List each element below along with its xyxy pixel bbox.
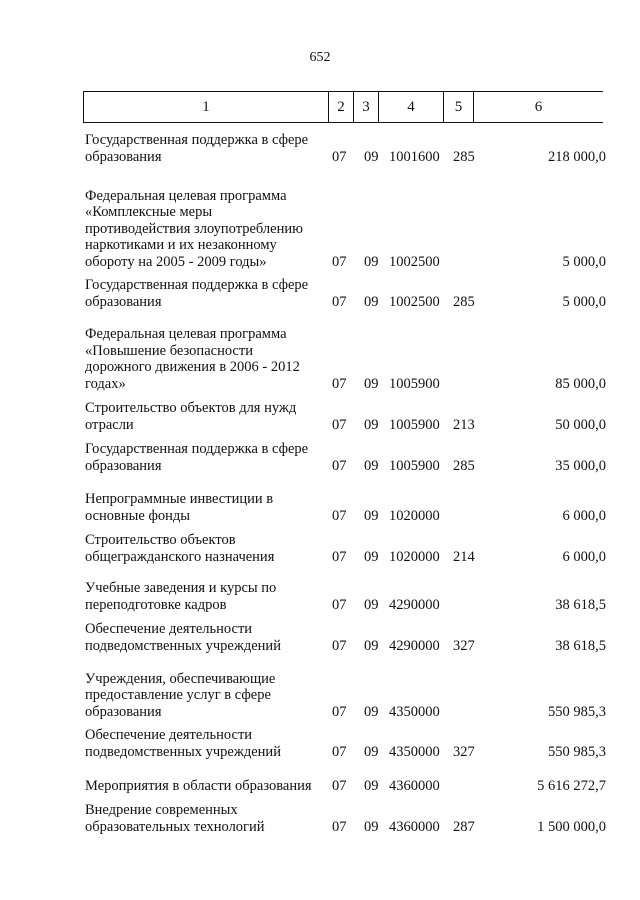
header-col-4: 4 [378, 92, 443, 122]
subsection-code: 09 [364, 375, 379, 392]
section-code: 07 [332, 596, 347, 613]
target-article-code: 1020000 [389, 507, 440, 524]
description-line: Обеспечение деятельности [85, 621, 253, 637]
target-article-code: 1002500 [389, 293, 440, 310]
expense-type-code: 285 [453, 148, 475, 165]
target-article-code: 4360000 [389, 777, 440, 794]
row-description [85, 132, 335, 165]
description-line: подведомственных учреждений [85, 743, 281, 760]
description-line: Обеспечение деятельности [85, 727, 253, 743]
table-header [83, 91, 603, 123]
amount: 1 500 000,0 [537, 818, 606, 835]
amount: 218 000,0 [548, 148, 606, 165]
table-row [0, 727, 640, 760]
section-code: 07 [332, 293, 347, 310]
subsection-code: 09 [364, 637, 379, 654]
subsection-code: 09 [364, 416, 379, 433]
target-article-code: 1005900 [389, 375, 440, 392]
table-row [0, 326, 640, 392]
description-line: Внедрение современных [85, 802, 238, 818]
target-article-code: 1005900 [389, 457, 440, 474]
description-line: образовательных технологий [85, 818, 265, 835]
row-description [85, 727, 335, 760]
description-line: противодействия злоупотреблению [85, 220, 303, 237]
page-number: 652 [309, 50, 331, 65]
row-description [85, 277, 335, 310]
section-code: 07 [332, 507, 347, 524]
expense-type-code: 327 [453, 743, 475, 760]
table-row [0, 670, 640, 720]
row-description [85, 491, 335, 524]
subsection-code: 09 [364, 293, 379, 310]
target-article-code: 4350000 [389, 703, 440, 720]
target-article-code: 4290000 [389, 596, 440, 613]
row-description [85, 671, 335, 721]
subsection-code: 09 [364, 743, 379, 760]
expense-type-code: 285 [453, 457, 475, 474]
description-line: предоставление услуг в сфере [85, 687, 271, 703]
target-article-code: 4290000 [389, 637, 440, 654]
subsection-code: 09 [364, 253, 379, 270]
description-line: Учреждения, обеспечивающие [85, 670, 276, 687]
header-col-5: 5 [443, 92, 473, 122]
description-line: годах» [85, 375, 126, 392]
description-line: «Повышение безопасности [85, 342, 253, 359]
table-row [0, 132, 640, 165]
row-description [85, 441, 335, 474]
table-row [0, 400, 640, 433]
description-line: Государственная поддержка в сфере [85, 441, 309, 457]
table-row [0, 532, 640, 565]
header-col-3: 3 [353, 92, 378, 122]
row-description [85, 188, 335, 271]
section-code: 07 [332, 416, 347, 433]
target-article-code: 4350000 [389, 743, 440, 760]
amount: 85 000,0 [555, 375, 606, 392]
row-description [85, 532, 335, 565]
section-code: 07 [332, 253, 347, 270]
description-line: дорожного движения в 2006 - 2012 [85, 359, 300, 375]
description-line: образования [85, 293, 162, 310]
section-code: 07 [332, 703, 347, 720]
amount: 35 000,0 [555, 457, 606, 474]
section-code: 07 [332, 148, 347, 165]
description-line: Строительство объектов для нужд [85, 400, 297, 416]
section-code: 07 [332, 375, 347, 392]
description-line: Федеральная целевая программа [85, 187, 287, 204]
section-code: 07 [332, 818, 347, 835]
section-code: 07 [332, 743, 347, 760]
subsection-code: 09 [364, 777, 379, 794]
subsection-code: 09 [364, 596, 379, 613]
header-col-6: 6 [473, 92, 603, 122]
description-line: Государственная поддержка в сфере [85, 277, 309, 293]
header-col-2: 2 [328, 92, 353, 122]
target-article-code: 4360000 [389, 818, 440, 835]
amount: 50 000,0 [555, 416, 606, 433]
section-code: 07 [332, 548, 347, 565]
amount: 5 000,0 [562, 253, 606, 270]
row-description [85, 580, 335, 613]
section-code: 07 [332, 777, 347, 794]
section-code: 07 [332, 457, 347, 474]
description-line: переподготовке кадров [85, 596, 227, 613]
table-row [0, 187, 640, 270]
description-line: Непрограммные инвестиции в [85, 491, 274, 507]
subsection-code: 09 [364, 818, 379, 835]
table-row [0, 491, 640, 524]
description-line: отрасли [85, 416, 134, 433]
table-row [0, 277, 640, 310]
amount: 5 000,0 [562, 293, 606, 310]
subsection-code: 09 [364, 148, 379, 165]
expense-type-code: 327 [453, 637, 475, 654]
description-line: Федеральная целевая программа [85, 326, 287, 342]
description-line: подведомственных учреждений [85, 637, 281, 654]
description-line: образования [85, 148, 162, 165]
description-line: Государственная поддержка в сфере [85, 132, 309, 148]
description-line: обороту на 2005 - 2009 годы» [85, 253, 267, 270]
amount: 38 618,5 [555, 637, 606, 654]
description-line: наркотиками и их незаконному [85, 237, 277, 253]
amount: 6 000,0 [562, 507, 606, 524]
expense-type-code: 287 [453, 818, 475, 835]
table-row [0, 441, 640, 474]
table-row [0, 621, 640, 654]
table-row [0, 774, 640, 794]
table-row [0, 802, 640, 835]
row-description [85, 802, 335, 835]
subsection-code: 09 [364, 457, 379, 474]
description-line: общегражданского назначения [85, 548, 275, 565]
target-article-code: 1001600 [389, 148, 440, 165]
description-line: образования [85, 457, 162, 474]
subsection-code: 09 [364, 548, 379, 565]
description-line: образования [85, 703, 162, 720]
description-line: Учебные заведения и курсы по [85, 580, 277, 596]
description-line: Строительство объектов [85, 532, 236, 548]
amount: 6 000,0 [562, 548, 606, 565]
amount: 38 618,5 [555, 596, 606, 613]
target-article-code: 1005900 [389, 416, 440, 433]
description-line: «Комплексные меры [85, 204, 213, 220]
subsection-code: 09 [364, 507, 379, 524]
row-description [85, 326, 335, 392]
target-article-code: 1002500 [389, 253, 440, 270]
row-description [85, 400, 335, 433]
expense-type-code: 213 [453, 416, 475, 433]
section-code: 07 [332, 637, 347, 654]
row-description [85, 778, 335, 795]
description-line: Мероприятия в области образования [85, 777, 312, 794]
expense-type-code: 214 [453, 548, 475, 565]
amount: 550 985,3 [548, 743, 606, 760]
expense-type-code: 285 [453, 293, 475, 310]
amount: 5 616 272,7 [537, 777, 606, 794]
amount: 550 985,3 [548, 703, 606, 720]
description-line: основные фонды [85, 507, 190, 524]
subsection-code: 09 [364, 703, 379, 720]
target-article-code: 1020000 [389, 548, 440, 565]
header-col-1: 1 [83, 92, 328, 122]
row-description [85, 621, 335, 654]
table-row [0, 580, 640, 613]
